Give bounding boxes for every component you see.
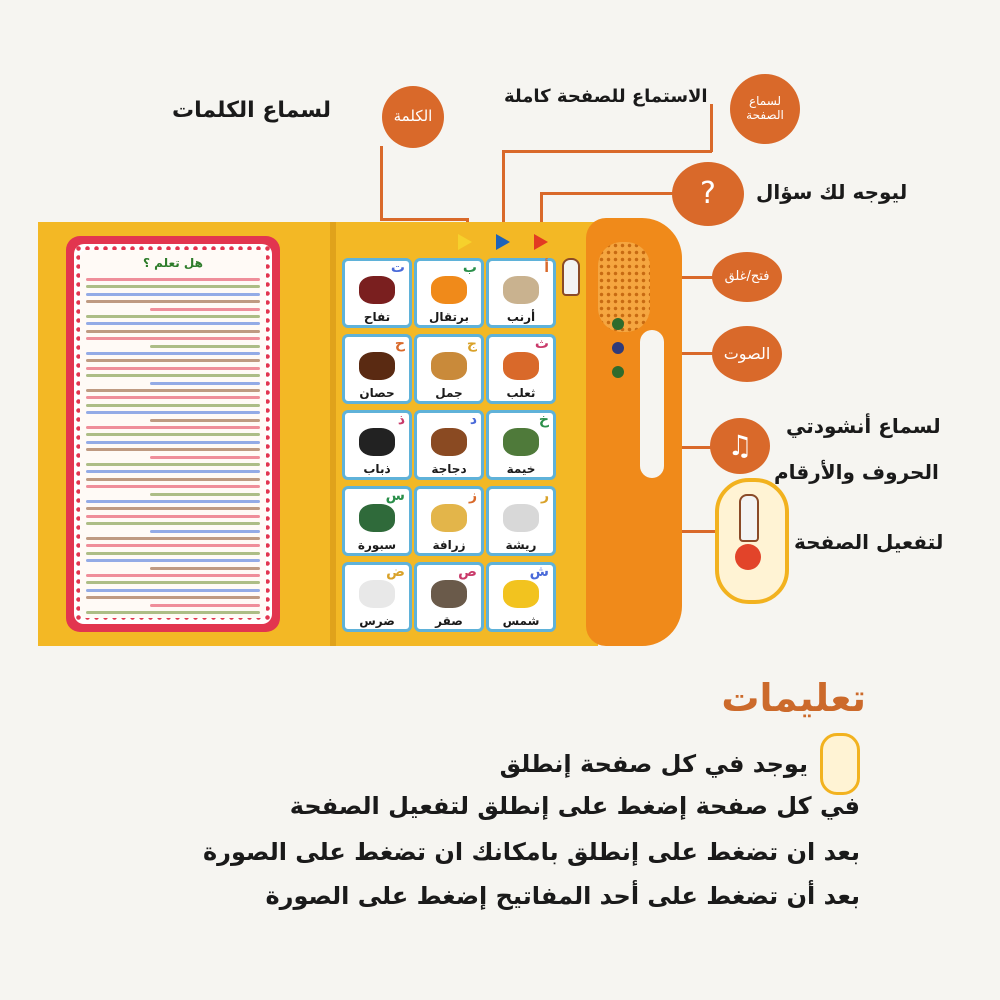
card-letter: ت [390,260,405,276]
letter-card[interactable] [342,258,412,328]
instructions-title: تعليمات [721,676,866,720]
card-letter: ح [394,336,405,352]
info-text-line [86,611,260,614]
info-text-line [86,559,260,562]
letter-card[interactable] [486,258,556,328]
letter-card[interactable] [414,562,484,632]
letter-card[interactable] [486,486,556,556]
letter-card[interactable] [414,258,484,328]
info-text-line [86,574,260,577]
info-text-line [86,463,260,466]
info-text-line [86,589,260,592]
info-text-line [86,500,260,503]
rabbit-icon [503,276,539,304]
letter-card[interactable] [414,410,484,480]
info-text-line [86,411,260,414]
card-letter: خ [538,412,549,428]
activate-label: لتفعيل الصفحة [794,530,944,554]
blackboard-icon [359,504,395,532]
letter-card[interactable] [342,486,412,556]
card-word: زرافة [432,538,466,552]
info-card-title: هل تعلم ؟ [143,256,203,270]
letter-card[interactable] [342,410,412,480]
power-bubble [712,252,782,302]
info-text-line [86,426,260,429]
card-word: خيمة [506,462,536,476]
info-text-line [86,404,260,407]
card-word: جمل [435,386,463,400]
rocket-flame-icon [735,544,761,570]
connector-line [540,192,674,195]
info-text-line [86,293,260,296]
song-label-line2: الحروف والأرقام [774,460,939,484]
camel-icon [431,352,467,380]
info-text-line [86,515,260,518]
info-text-line [86,470,260,473]
speaker-grille [598,242,650,332]
info-text-line [86,396,260,399]
info-text-line [86,485,260,488]
info-text-line [86,448,260,451]
card-word: حصان [359,386,395,400]
info-text-line [86,337,260,340]
chicken-icon [431,428,467,456]
info-text-line [150,530,260,533]
info-text-line [86,322,260,325]
connector-line [380,146,383,220]
info-text-line [86,300,260,303]
card-letter: ص [458,564,477,580]
card-word: سبورة [357,538,397,552]
info-text-line [150,308,260,311]
info-text-line [86,315,260,318]
letter-card[interactable] [342,562,412,632]
horse-icon [359,352,395,380]
page-bubble-label: لسماع الصفحة [746,94,784,122]
info-text-line [86,359,260,362]
page-play-button[interactable] [496,234,510,250]
instruction-line-3: بعد ان تضغط على إنطلق بامكانك ان تضغط على الصورة [203,838,860,866]
connector-line [710,104,713,152]
info-text-line [86,285,260,288]
sound-bubble [712,326,782,382]
card-word: ضرس [359,614,395,628]
letter-card[interactable] [486,410,556,480]
power-bubble-label: فتح/غلق [724,268,770,284]
letter-card[interactable] [342,334,412,404]
card-letter: أ [544,260,549,276]
instruction-line-1: يوجد في كل صفحة إنطلق [499,750,808,778]
card-letter: ب [462,260,477,276]
sound-bubble-label: الصوت [723,343,771,363]
info-text-line [86,330,260,333]
connector-line [380,218,468,221]
handle-grip [640,330,664,478]
question-icon: ? [700,175,716,211]
power-button[interactable] [612,318,624,330]
letter-card[interactable] [486,562,556,632]
question-bubble [672,162,744,226]
card-letter: ز [468,488,477,504]
info-text-line [86,522,260,525]
card-word: دجاجة [431,462,467,476]
question-play-button[interactable] [534,234,548,250]
question-label: ليوجه لك سؤال [756,180,908,204]
card-letter: ث [534,336,549,352]
info-text-line [86,552,260,555]
volume-button[interactable] [612,342,624,354]
small-rocket-icon [820,733,860,795]
falcon-icon [431,580,467,608]
connector-line [502,150,505,232]
word-bubble-label: الكلمة [393,107,433,126]
info-text-line [86,544,260,547]
info-text-line [86,433,260,436]
letter-card[interactable] [414,334,484,404]
card-word: برتقال [428,310,470,324]
info-text-line [150,382,260,385]
info-text-line [86,507,260,510]
card-word: ذباب [363,462,391,476]
page-bubble [730,74,800,144]
info-text-line [150,567,260,570]
giraffe-icon [431,504,467,532]
info-text-line [150,604,260,607]
card-word: أرنب [506,310,536,324]
word-bubble [382,86,444,148]
card-letter: ذ [397,412,405,428]
fox-icon [503,352,539,380]
word-label: لسماع الكلمات [172,98,332,123]
info-text-line [86,374,260,377]
orange-icon [431,276,467,304]
info-text-line [86,441,260,444]
card-letter: ش [529,564,549,580]
card-word: تفاح [363,310,391,324]
info-text-line [86,367,260,370]
instruction-line-4: بعد أن تضغط على أحد المفاتيح إضغط على الصورة [265,882,860,910]
info-text-line [86,278,260,281]
info-text-line [86,478,260,481]
card-word: صقر [435,614,463,628]
rocket-icon [739,494,759,542]
song-button[interactable] [612,366,624,378]
tent-icon [503,428,539,456]
info-text-line [86,389,260,392]
music-note-icon: ♫ [727,428,753,462]
card-letter: ج [466,336,477,352]
card-word: ثعلب [506,386,536,400]
fly-icon [359,428,395,456]
music-note-bubble [710,418,770,474]
info-text-line [150,345,260,348]
info-text-line [150,456,260,459]
card-letter: ر [540,488,549,504]
info-text-line [86,596,260,599]
card-word: ريشة [505,538,537,552]
info-text-line [150,419,260,422]
info-text-line [86,537,260,540]
letter-card[interactable] [414,486,484,556]
instruction-line-2: في كل صفحة إضغط على إنطلق لتفعيل الصفحة [289,792,860,820]
tooth-icon [359,580,395,608]
card-word: شمس [502,614,540,628]
info-text-line [150,493,260,496]
apple-icon [359,276,395,304]
feather-icon [503,504,539,532]
info-text-line [86,352,260,355]
info-text-line [86,581,260,584]
letter-card[interactable] [486,334,556,404]
sun-icon [503,580,539,608]
did-you-know-card [80,250,266,618]
word-play-button[interactable] [458,234,472,250]
song-label-line1: لسماع أنشودتي [786,414,941,438]
page-label: الاستماع للصفحة كاملة [504,86,708,107]
page-rocket-icon[interactable] [562,258,580,296]
connector-line [502,150,712,153]
card-letter: د [469,412,477,428]
book-fold [330,222,336,646]
card-letter: ض [386,564,405,580]
card-letter: س [385,488,405,504]
